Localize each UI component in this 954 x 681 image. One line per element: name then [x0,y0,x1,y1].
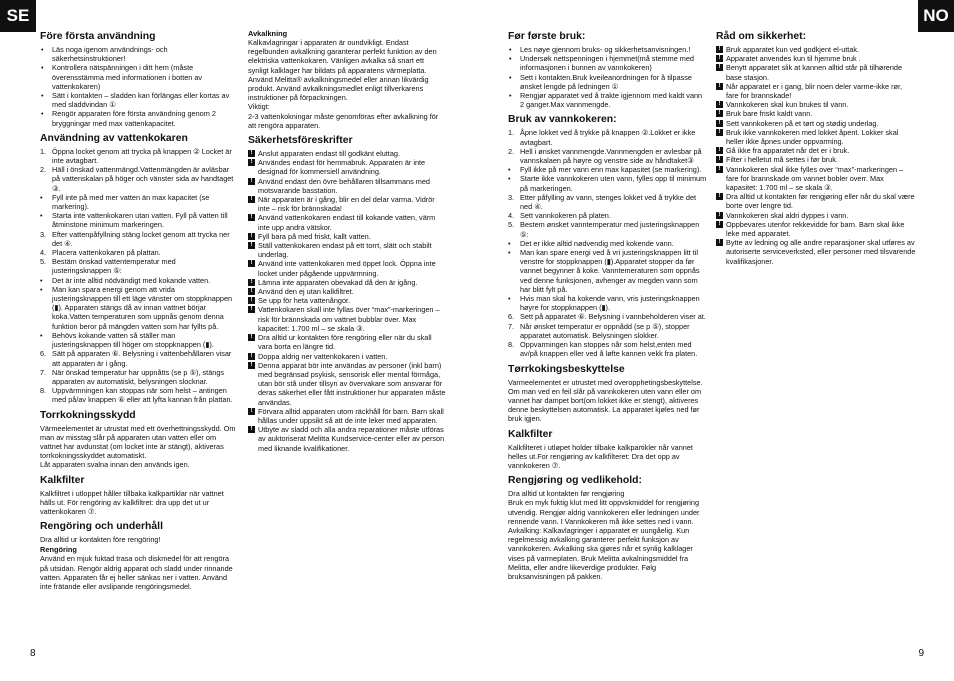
step-item: 7. Når ønsket temperatur er oppnådd (se p ⑤), stopper apparatet automatisk. Belysningen slokker. [508,321,690,340]
warning-item: ! Gå ikke fra apparatet når det er i bruk. [716,146,916,155]
warning-item: ! Bruk ikke vannkokeren med lokket åpent. Lokker skal heller ikke åpnes under oppvarming. [716,128,916,146]
step-item: 3. Efter vattenpåfyllning stäng locket genom att trycka ner det ④. [40,229,230,248]
warning-item: ! Utbyte av sladd och alla andra reparationer måste utföras av auktoriserat Melitta Kundservice-center eller av person med liknande kvalifikationer. [248,425,446,453]
step-item: • Fyll ikke på mer vann enn max kapasitet (se markering). [508,165,702,175]
descaling-text: Kalkavlagringar i apparaten är oundvikligt. Endast regelbunden avkalkning garanterar perfekt funktion av den elektriska vattenkokaren. Vänligen avkalka så snart ett synligt kalklager har bildats på apparatens värmeplatta. Använd Melitta® avkalkningsmedel eller annan likvärdig produkt. Använd avkalkningsmedlet enligt tillverkarens instruktioner på förpackningen. Viktigt: 2-3 vattenkokningar måste genomföras efter avkalkning för att rengöra apparaten. [248,38,439,130]
safety-list-no [716,45,916,266]
warning-item: ! Använd vattenkokaren endast till kokande vatten, värm inte upp andra vätskor. [248,213,446,231]
section-title-cleaning: Rengöring och underhåll [40,521,163,533]
section-title-before-first-use: Före första användning [40,31,156,42]
step-item: • Det är inte alltid nödvändigt med kokande vatten. [40,275,211,285]
before-first-use-list-no [508,45,708,109]
warning-item: ! Använd den ej utan kalkfiltret. [248,287,446,296]
step-item: 7. När önskad temperatur har uppnåtts (se p ⑤), stängs apparaten av automatiskt, belysningen slocknar. [40,367,225,386]
step-item: • Behövs kokande vatten så ställer man justeringsknappen till höger om stoppknappen (▮). [40,330,214,350]
warning-item: ! Dra alltid ur kontakten före rengöring eller när du skall vara borta en längre tid. [248,333,446,351]
warning-item: ! Dra alltid ut kontakten før rengjøring eller når du skal være borte over lengre tid. [716,192,916,210]
language-tab-no: NO [918,0,954,32]
dry-boil-text-no: Varmeelementet er utrustet med overopphetingsbeskyttelse. Om man ved en feil slår på vannkokeren uten vann eller om vannet har dampet bort(om lokket ikke er stengt), aktiveres denne beskyttelsen automatisk. La apparatet kjøles ned før bruk igjen. [508,377,703,424]
section-title-usage-no: Bruk av vannkokeren: [508,114,617,126]
step-item: 5. Bestem ønsket vanntemperatur med justeringsknappen ⑤: [508,220,700,239]
column-no-left [508,26,708,583]
step-item: 6. Sätt på apparaten ⑥. Belysning i vattenbehållaren visar att apparaten är i gång. [40,349,232,368]
section-title-cleaning-no: Rengjøring og vedlikehold: [508,475,642,487]
step-item: 1. Öppna locket genom att trycka på knappen ② Locket är inte avtagbart. [40,146,232,166]
warning-item: ! Se upp för heta vattenångor. [248,296,446,305]
limescale-filter-text: Kalkfiltret i utloppet håller tillbaka kalkpartiklar när vattnet hälls ut. För rengöring av kalkfiltret: dra upp det ut ur vattenkokaren ⑦. [40,488,224,516]
step-item: 8. Oppvarmingen kan stoppes når som helst,enten med av/på knappen eller ved å løfte kannen vekk fra platen. [508,340,698,359]
list-item: • Sätt i kontakten – sladden kan förlängas eller kortas av med sladdvindan ① [40,91,236,109]
warning-item: ! Använd endast den övre behållaren tillsammans med motsvarande basstation. [248,177,446,195]
column-se-left [40,26,236,593]
warning-item: ! Oppbevares utenfor rekkevidde for barn. Barn skal ikke leke med apparatet. [716,220,916,238]
dry-boil-text: Värmeelementet är utrustat med ett överhettningsskydd. Om man av misstag slår på apparaten utan vatten eller om vattnet har avdunstat (om locket inte är stängt), aktiveras torrkokningsskyddet automatiskt. Låt apparaten svalna innan den används igen. [40,423,236,470]
warning-item: ! Doppa aldrig ner vattenkokaren i vatten. [248,352,446,361]
warning-item: ! Denna apparat bör inte användas av personer (inkl barn) med begränsad psykisk, sensorisk eller mental förmåga, utan bör stå under tillsyn av övervakare som ansvarar för deras säkerhet eller fått instruktioner hur apparaten måste användas. [248,361,446,407]
warning-item: ! Fyll bara på med friskt, kallt vatten. [248,232,446,241]
step-item: • Fyll inte på med mer vatten än max kapacitet (se markering). [40,192,210,212]
language-tab-se: SE [0,0,36,32]
section-title-safety-no: Råd om sikkerhet: [716,31,807,42]
step-item: • Man kan spara energi genom att vrida justeringsknappen till ett läge vänster om stoppknappen (▮). Apparaten stängs då av innan vattnet börjar koka.Vatten temperaturen som uppnås genom denna funktion beror på mängden vatten som har fyllts på. [40,284,233,331]
column-no-right [716,26,916,266]
usage-steps-no [508,128,708,358]
step-item: • Starta inte vattenkokaren utan vatten. Fyll på vatten till åtminstone minimum markeringen. [40,211,228,230]
warning-item: ! Förvara alltid apparaten utom räckhåll för barn. Barn skall hållas under uppsikt så att de inte leker med apparaten. [248,407,446,425]
step-item: 4. Placera vattenkokaren på plattan. [40,248,161,258]
warning-item: ! Användes endast för hemmabruk. Apparaten är inte designad för kommersiell användning. [248,158,446,176]
step-item: 5. Bestäm önskad vattentemperatur med justeringsknappen ⑤: [40,257,176,276]
section-title-usage: Användning av vattenkokaren [40,132,188,144]
step-item: 4. Sett vannkokeren på platen. [508,211,611,221]
step-item: 6. Sett på apparatet ⑥. Belysning i vannbeholderen viser at. [508,312,706,322]
step-item: 2. Häll i önskad vattenmängd.Vattenmängden är avläsbar på vattenskalan på höger och vänster sida av handtaget ③. [40,165,234,193]
cleaning-subtitle: Rengöring [40,545,77,555]
warning-item: ! Når apparatet er i gang, blir noen deler varme-ikke rør, fare for brannskade! [716,82,916,100]
page-number-left: 8 [30,648,36,659]
warning-item: ! Vannkokeren skal kun brukes til vann. [716,100,916,109]
warning-item: ! Ställ vattenkokaren endast på ett torrt, slätt och stabilt underlag. [248,241,446,259]
warning-item: ! Filter i helletut må settes i før bruk. [716,155,916,164]
step-item: • Starte ikke vannkokeren uten vann, fylles opp til minimum på markeringen. [508,174,707,193]
list-item: • Sett i kontakten.Bruk kveileanordningen for å tilpasse ønsket lengde på ledningen ① [508,73,708,91]
warning-item: ! Sett vannkokeren på et tørt og stødig underlag. [716,119,916,128]
before-first-use-list [40,45,236,128]
cleaning-intro: Dra alltid ur kontakten före rengöring! [40,535,161,545]
safety-list [248,149,446,453]
section-title-safety: Säkerhetsföreskrifter [248,135,353,147]
warning-item: ! Bytte av ledning og alle andre reparasjoner skal utføres av autoriserte serviceverksted, eller personer med tilsvarende kvalifikasjoner. [716,238,916,266]
warning-item: ! Lämna inte apparaten obevakad då den är igång. [248,278,446,287]
warning-item: ! Vannkokeren skal ikke fylles over “max”-markeringen – fare for brannskade om vannet bobler overr. Max kapasitet: 1.700 ml – se skala ③. [716,165,916,193]
section-title-dry-boil: Torrkokningsskydd [40,409,136,421]
step-item: 1. Åpne lokket ved å trykke på knappen ②.Lokket er ikke avtagbart. [508,128,696,147]
cleaning-text: Använd en mjuk fuktad trasa och diskmedel för att rengöra på utsidan. Rengör aldrig apparat och sladd under rinnande vatten. Apparaten får ej heller sänkas ner i vatten. Använd inte frätande eller avslipande rengöringsmedel. [40,554,233,591]
step-item: • Man kan spare energi ved å vri justeringsknappen litt til venstre for stoppknappen (▮).Apparatet stopper da før vannet begynner å koke. Vanntemeraturen som oppnås ved denne funksjonen, avhenger av megden vann som har blitt fylt på. [508,248,700,294]
warning-item: ! När apparaten är i gång, blir en del delar varma. Vidrör inte – risk för brännskada! [248,195,446,213]
descaling-subtitle: Avkalkning [248,29,288,38]
list-item: • Kontrollera nätspänningen i ditt hem (måste överensstämma med informationen i botten av vattenkokaren) [40,63,236,91]
step-item: 8. Uppvärmningen kan stoppas när som helst – antingen med på/av knappen ⑥ eller att lyfta kannan från plattan. [40,386,233,405]
warning-item: ! Bruk bare friskt kaldt vann. [716,109,916,118]
list-item: • Rengör apparaten före första användning genom 2 bryggningar med max vattenkapacitet. [40,109,236,127]
step-item: • Det er ikke alltid nødvendig med kokende vann. [508,238,674,248]
section-title-limescale-filter-no: Kalkfilter [508,428,553,440]
warning-item: ! Vannkokeren skal aldri dyppes i vann. [716,211,916,220]
list-item: • Rengjør apparatet ved å trakte igjennom med kaldt vann 2 ganger.Max vannmengde. [508,91,708,109]
list-item: • Les nøye gjennom bruks- og sikkerhetsanvisningen.! [508,45,708,54]
limescale-filter-text-no: Kalkfilteret i utløpet holder tilbake kalkpartikler når vannet helles ut.For rengjøring av kalkfilteret: Dra det opp av vannkokeren ⑦. [508,442,693,470]
warning-item: ! Benytt apparatet slik at kannen alltid står på tilhørende base stasjon. [716,63,916,81]
usage-steps [40,147,236,405]
column-se-right [248,26,446,453]
step-item: 2. Hell i ønsket vannmengde.Vannmengden er avlesbar på vannskalaen på høyre og venstre side av håndtaket③ [508,146,702,166]
warning-item: ! Anslut apparaten endast till godkänt eluttag. [248,149,446,158]
warning-item: ! Vattenkokaren skall inte fyllas över “max”-markeringen – risk för brännskada om vattnet bubblar över. Max kapacitet: 1.700 ml – se skala ③. [248,305,446,333]
step-item: 3. Etter påfylling av vann, stenges lokket ved å trykke det ned ④. [508,192,697,212]
step-item: • Hvis man skal ha kokende vann, vris justeringsknappen høyre for stoppknappen (▮). [508,294,700,313]
section-title-dry-boil-no: Tørrkokingsbeskyttelse [508,363,625,375]
warning-item: ! Apparatet anvendes kun til hjemme bruk . [716,54,916,63]
warning-item: ! Använd inte vattenkokaren med öppet lock. Öppna inte locket under pågående uppvärmning. [248,259,446,277]
warning-item: ! Bruk apparatet kun ved godkjent el-uttak. [716,45,916,54]
section-title-limescale-filter: Kalkfilter [40,474,85,486]
section-title-before-first-use-no: Før første bruk: [508,31,586,42]
list-item: • Läs noga igenom användnings- och säkerhetsinstruktioner! [40,45,236,63]
list-item: • Undersøk nettspenningen i hjemmet(må stemme med informasjonen i bunnen av vannkokeren) [508,54,708,72]
page-number-right: 9 [918,648,924,659]
cleaning-text-no: Dra alltid ut kontakten før rengjøring Bruk en myk fuktig klut med litt oppvskmiddel for rengjøring utvendig. Rengjør aldrig vannkokeren eller ledningen under rennende vann. I Vannkokeren må ikke settes ned i vann. Avkalking: Kalkavlagringer i apparatet er uungåelig. Kun regelmessig avkalking garanterer perfekt funksjon av vannkokeren. Avkalking ska gjøres når et synlig kalklager vises på varmeplaten. Bruk Melitta avkalningsmiddel fra Melitta, eller andre likeverdige produkter. Følg bruksanvisningen på pakken. [508,489,700,581]
